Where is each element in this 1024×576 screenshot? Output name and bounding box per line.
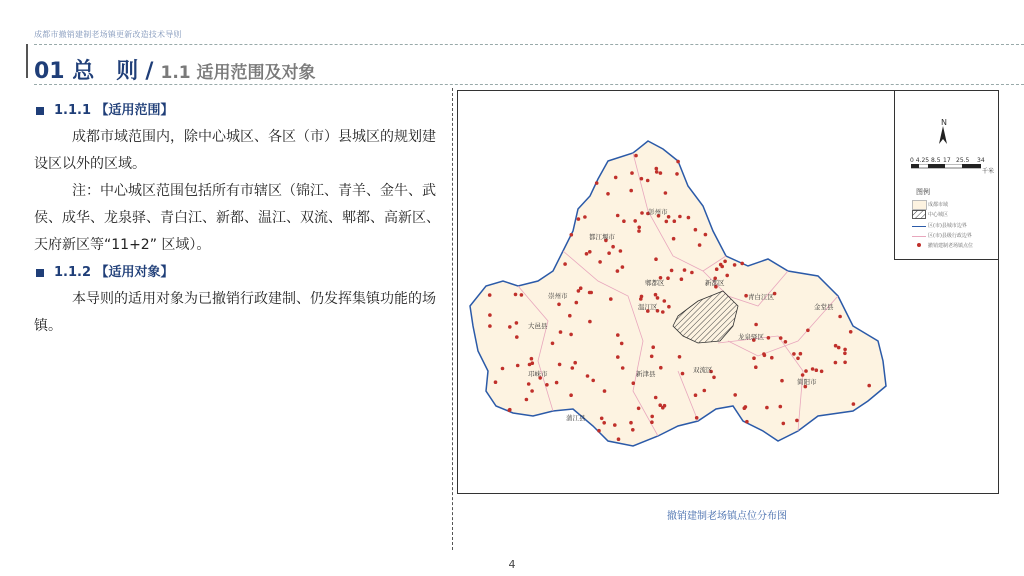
township-point [673,219,677,223]
township-point [661,310,665,314]
legend-item-city: 成都市域 [928,202,949,208]
township-point [575,301,579,305]
township-point [569,333,573,337]
legend-item-central: 中心城区 [928,212,949,218]
township-point [676,160,680,164]
township-point [591,379,595,383]
township-point [779,405,783,409]
scale-unit: 千米 [982,168,995,175]
township-point [598,260,602,264]
township-point [629,189,633,193]
township-point [637,226,641,230]
township-point [634,154,638,158]
township-point [703,389,707,393]
legend-title: 图例 [916,188,930,196]
township-point [516,364,520,368]
township-point [650,420,654,424]
township-point [646,179,650,183]
township-point [659,171,663,175]
township-point [780,379,784,383]
township-point [867,384,871,388]
map-caption: 撤销建制老场镇点位分布图 [667,511,787,522]
township-point [508,325,512,329]
township-point [743,406,747,410]
township-point [834,344,838,348]
township-point [762,352,766,356]
township-point [663,404,667,408]
township-point [637,229,641,233]
township-point [619,249,623,253]
township-point [588,320,592,324]
township-point [712,376,716,380]
city-boundary [470,141,886,446]
township-point [779,336,783,340]
township-point [663,299,667,303]
township-point [588,291,592,295]
township-point [681,372,685,376]
legend-line-district [912,236,926,237]
township-point [782,422,786,426]
township-point [600,417,604,421]
township-point [632,381,636,385]
township-point [613,423,617,427]
township-point [494,380,498,384]
township-point [563,262,567,266]
legend-point-icon [917,243,921,247]
township-point [795,419,799,423]
township-point [573,361,577,365]
township-point [815,368,819,372]
township-point [640,295,644,299]
township-point [551,342,555,346]
legend-swatch-land [912,200,927,210]
township-point [545,383,549,387]
township-point [570,233,574,237]
township-point [754,365,758,369]
township-point [577,289,581,293]
township-point [617,437,621,441]
township-point [640,211,644,215]
township-point [530,357,534,361]
township-point [559,330,563,334]
township-point [525,398,529,402]
legend-item-points: 撤销建制老场镇点位 [928,243,974,249]
scope-heading: 1.1.1 【适用范围】 [34,97,444,124]
township-point [811,367,815,371]
township-point [633,219,637,223]
township-point [616,355,620,359]
township-point [568,314,572,318]
township-point [515,321,519,325]
township-point [606,192,610,196]
township-point [488,313,492,317]
place-label: 金堂县 [814,303,834,311]
scale-label-3: 34 [977,157,985,164]
township-point [650,355,654,359]
place-label: 蒲江县 [566,414,586,422]
township-point [664,191,668,195]
township-point [569,393,573,397]
legend-line-boundary [912,226,926,227]
township-point [658,403,662,407]
township-point [577,217,581,221]
township-point [616,269,620,273]
township-point [670,269,674,273]
township-point [765,406,769,410]
section-number: 01 总 则 [34,59,139,84]
township-point [719,263,723,267]
place-label: 新都区 [705,279,725,287]
scale-label-0: 0 4.25 8.5 [910,157,941,164]
township-point [488,324,492,328]
township-point [603,389,607,393]
township-point [555,381,559,385]
north-arrow-label: N [941,118,947,127]
township-point [725,274,729,278]
township-point [754,323,758,327]
township-point [588,250,592,254]
township-point [806,329,810,333]
township-point [672,237,676,241]
township-point [571,366,575,370]
township-point [656,296,660,300]
township-point [770,356,774,360]
township-point [804,369,808,373]
township-point [843,348,847,352]
township-point [695,416,699,420]
scope-paragraph: 成都市域范围内，除中心城区、各区（市）县城区的规划建设区以外的区域。 [34,129,436,172]
township-point [740,262,744,266]
township-point [678,215,682,219]
place-label: 都江堰市 [589,233,615,241]
document-series-title: 成都市撤销建制老场镇更新改造技术导则 [34,30,182,39]
township-point [514,293,518,297]
township-point [586,374,590,378]
column-divider [452,88,453,550]
township-point [602,421,606,425]
township-point [654,257,658,261]
section-subtitle: 1.1 适用范围及对象 [160,63,316,83]
township-point [616,333,620,337]
township-point [531,361,535,365]
township-point [687,216,691,220]
township-point [767,336,771,340]
township-point [733,393,737,397]
objects-heading: 1.1.2 【适用对象】 [34,259,444,286]
township-point [640,177,644,181]
legend-item-boundary: 区(市)县城市边界 [928,223,967,229]
township-point [488,293,492,297]
township-point [515,335,519,339]
township-point [651,345,655,349]
township-point [675,172,679,176]
township-point [678,355,682,359]
township-point [609,297,613,301]
township-point [654,293,658,297]
township-point [629,421,633,425]
township-point [698,243,702,247]
section-heading [34,54,316,82]
township-point [680,277,684,281]
township-point [752,356,756,360]
township-point [733,263,737,267]
township-point [622,219,626,223]
township-point [659,366,663,370]
township-point [520,293,524,297]
header-divider-bottom [34,84,1024,85]
scope-note: 注：中心城区范围包括所有市辖区（锦江、青羊、金牛、武侯、成华、龙泉驿、青白江、新都、温江、双流、郫都、高新区、天府新区等“11+2” 区域）。 [34,183,440,253]
township-point [745,420,749,424]
place-label: 龙泉驿区 [738,333,764,341]
township-point [607,251,611,255]
township-point [597,429,601,433]
township-point [527,382,531,386]
township-point [704,233,708,237]
township-point [630,171,634,175]
bullet-square-icon [36,269,44,277]
place-label: 大邑县 [528,322,548,330]
township-point [501,367,505,371]
place-label: 简阳市 [797,378,817,386]
township-point [666,276,670,280]
township-point [655,167,659,171]
north-arrow-icon [939,126,947,144]
township-point [667,305,671,309]
township-point [683,268,687,272]
township-point [665,220,669,224]
township-point [792,352,796,356]
township-point [650,415,654,419]
township-point [784,340,788,344]
scale-label-1: 17 [943,157,951,164]
township-point [690,271,694,275]
place-label: 双流区 [693,366,713,374]
township-point [694,228,698,232]
header-divider-top [34,44,1024,45]
township-point [654,396,658,400]
township-point [843,352,847,356]
township-point [723,260,727,264]
township-point [621,366,625,370]
objects-paragraph: 本导则的适用对象为已撤销行政建制、仍发挥集镇功能的场镇。 [34,291,436,334]
header-accent-bar [26,44,28,78]
legend-swatch-hatch [912,210,926,219]
section-separator: / [145,59,154,84]
township-point [621,265,625,269]
township-point [530,389,534,393]
text-column [34,97,444,340]
scale-label-2: 25.5 [956,157,970,164]
township-point [838,315,842,319]
legend-item-district: 区(市)县级行政边界 [928,233,972,239]
township-point [837,346,841,350]
township-point [694,393,698,397]
place-label: 彭州市 [648,208,668,216]
place-label: 郫都区 [645,279,665,287]
township-point [558,363,562,367]
township-point [799,352,803,356]
township-point [585,252,589,256]
township-point [849,330,853,334]
township-point [834,361,838,365]
township-point [611,245,615,249]
township-point [616,214,620,218]
township-point [614,176,618,180]
place-label: 新津县 [636,370,656,378]
township-point [715,267,719,271]
township-point [583,215,587,219]
place-label: 邛崃市 [528,370,548,378]
township-point [843,361,847,365]
township-point [620,342,624,346]
place-label: 崇州市 [548,292,568,300]
township-point [631,428,635,432]
township-point [595,181,599,185]
place-label: 青白江区 [748,293,774,301]
township-point [508,409,512,413]
place-label: 温江区 [638,303,658,311]
township-point [557,303,561,307]
township-point [820,370,824,374]
bullet-square-icon [36,107,44,115]
township-point [796,357,800,361]
scale-bar [911,164,981,169]
township-point [637,407,641,411]
page-number: 4 [508,558,516,571]
township-point [655,170,659,174]
township-point [852,402,856,406]
